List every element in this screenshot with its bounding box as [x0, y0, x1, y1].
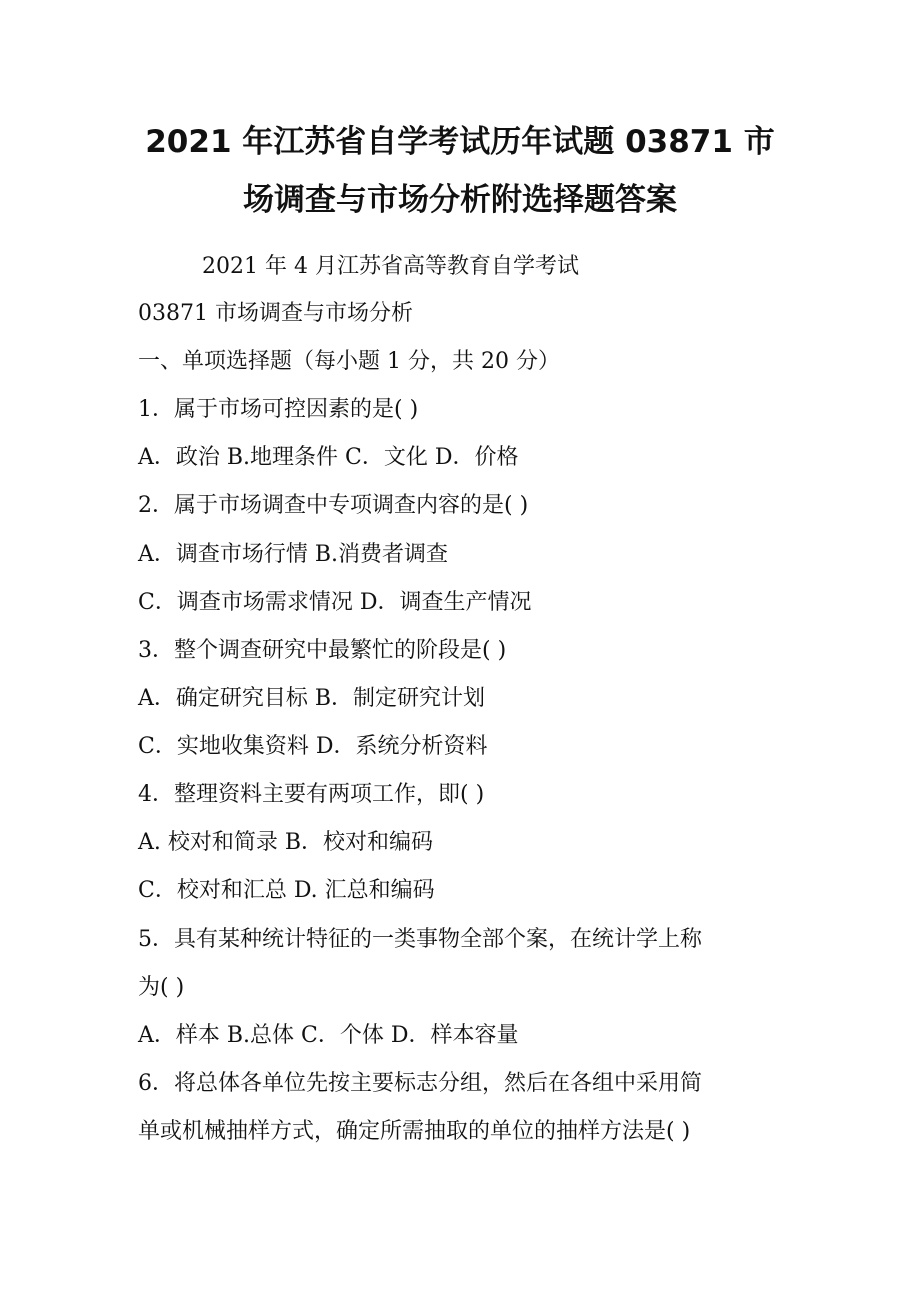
question-2-options-ab: A．调查市场行情 B.消费者调查 [138, 542, 449, 567]
question-4: 4．整理资料主要有两项工作，即( ) [138, 782, 485, 807]
question-4-options-ab: A. 校对和简录 B．校对和编码 [138, 830, 434, 855]
document-title-line-2: 场调查与市场分析附选择题答案 [243, 182, 677, 218]
course-name: 03871 市场调查与市场分析 [138, 301, 413, 326]
exam-header: 2021 年 4 月江苏省高等教育自学考试 [202, 254, 579, 279]
question-4-options-cd: C．校对和汇总 D. 汇总和编码 [138, 878, 435, 903]
question-1: 1．属于市场可控因素的是( ) [138, 397, 419, 422]
question-5: 5．具有某种统计特征的一类事物全部个案，在统计学上称 [138, 927, 702, 952]
question-1-options: A．政治 B.地理条件 C．文化 D．价格 [138, 445, 519, 470]
question-5-continued: 为( ) [138, 975, 185, 1000]
question-3-options-ab: A．确定研究目标 B．制定研究计划 [138, 686, 486, 711]
question-6-continued: 单或机械抽样方式，确定所需抽取的单位的抽样方法是( ) [138, 1119, 691, 1144]
document-title-line-1: 2021 年江苏省自学考试历年试题 03871 市 [145, 124, 775, 160]
question-2-options-cd: C．调查市场需求情况 D．调查生产情况 [138, 590, 532, 615]
question-5-options: A．样本 B.总体 C．个体 D．样本容量 [138, 1023, 519, 1048]
section-heading: 一、单项选择题（每小题 1 分，共 20 分） [138, 349, 560, 374]
question-3-options-cd: C．实地收集资料 D．系统分析资料 [138, 734, 488, 759]
question-3: 3．整个调查研究中最繁忙的阶段是( ) [138, 638, 507, 663]
question-6: 6．将总体各单位先按主要标志分组，然后在各组中采用简 [138, 1071, 702, 1096]
question-2: 2．属于市场调查中专项调查内容的是( ) [138, 493, 529, 518]
